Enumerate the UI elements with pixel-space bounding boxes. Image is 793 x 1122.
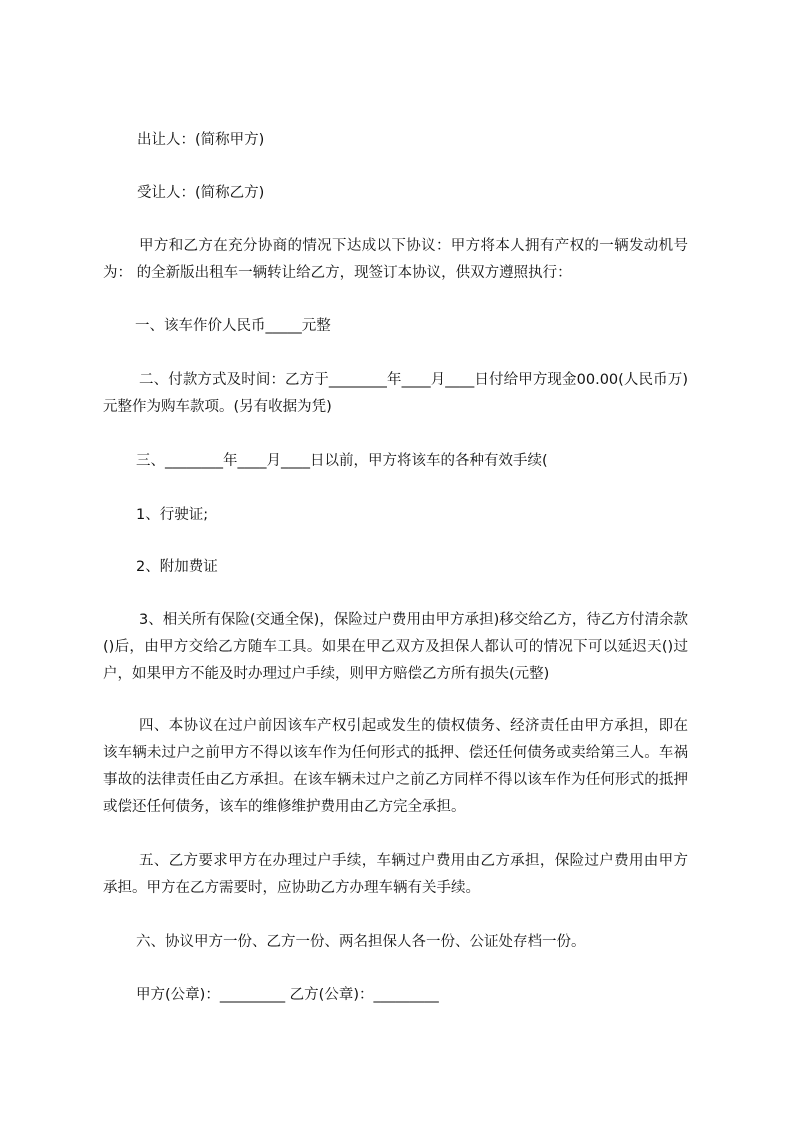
list-item-1: 1、行驶证; xyxy=(136,507,209,523)
clause-1: 一、该车作价人民币_____元整 xyxy=(135,318,331,334)
clause-6: 六、协议甲方一份、乙方一份、两名担保人各一份、公证处存档一份。 xyxy=(136,934,586,950)
list-item-2: 2、附加费证 xyxy=(136,559,218,575)
clause-2: 二、付款方式及时间：乙方于________年____月____日付给甲方现金00.00(人民币万)元整作为购车款项。(另有收据为凭) xyxy=(103,372,688,415)
list-item-3: 3、相关所有保险(交通全保)，保险过户费用由甲方承担)移交给乙方，待乙方付清余款()后，由甲方交给乙方随车工具。如果在甲乙双方及担保人都认可的情况下可以延迟天()过户，如果甲方不能及时办理过户手续，则甲方赔偿乙方所有损失(元整) xyxy=(103,612,688,682)
clause-5: 五、乙方要求甲方在办理过户手续，车辆过户费用由乙方承担，保险过户费用由甲方承担。甲方在乙方需要时，应协助乙方办理车辆有关手续。 xyxy=(103,853,688,896)
clause-3: 三、________年____月____日以前，甲方将该车的各种有效手续( xyxy=(136,453,548,469)
clause-4: 四、本协议在过户前因该车产权引起或发生的债权债务、经济责任由甲方承担，即在该车辆未过户之前甲方不得以该车作为任何形式的抵押、偿还任何债务或卖给第三人。车祸事故的法律责任由乙方承担。在该车辆未过户之前乙方同样不得以该车作为任何形式的抵押或偿还任何债务，该车的维修维护费用由乙方完全承担。 xyxy=(103,718,688,815)
signature-line: 甲方(公章)：_________ 乙方(公章)：_________ xyxy=(136,987,439,1003)
transferor-line: 出让人：(简称甲方) xyxy=(137,132,265,148)
transferee-line: 受让人：(简称乙方) xyxy=(137,185,265,201)
intro-paragraph: 甲方和乙方在充分协商的情况下达成以下协议：甲方将本人拥有产权的一辆发动机号为： 的全新版出租车一辆转让给乙方，现签订本协议，供双方遵照执行： xyxy=(103,238,688,281)
